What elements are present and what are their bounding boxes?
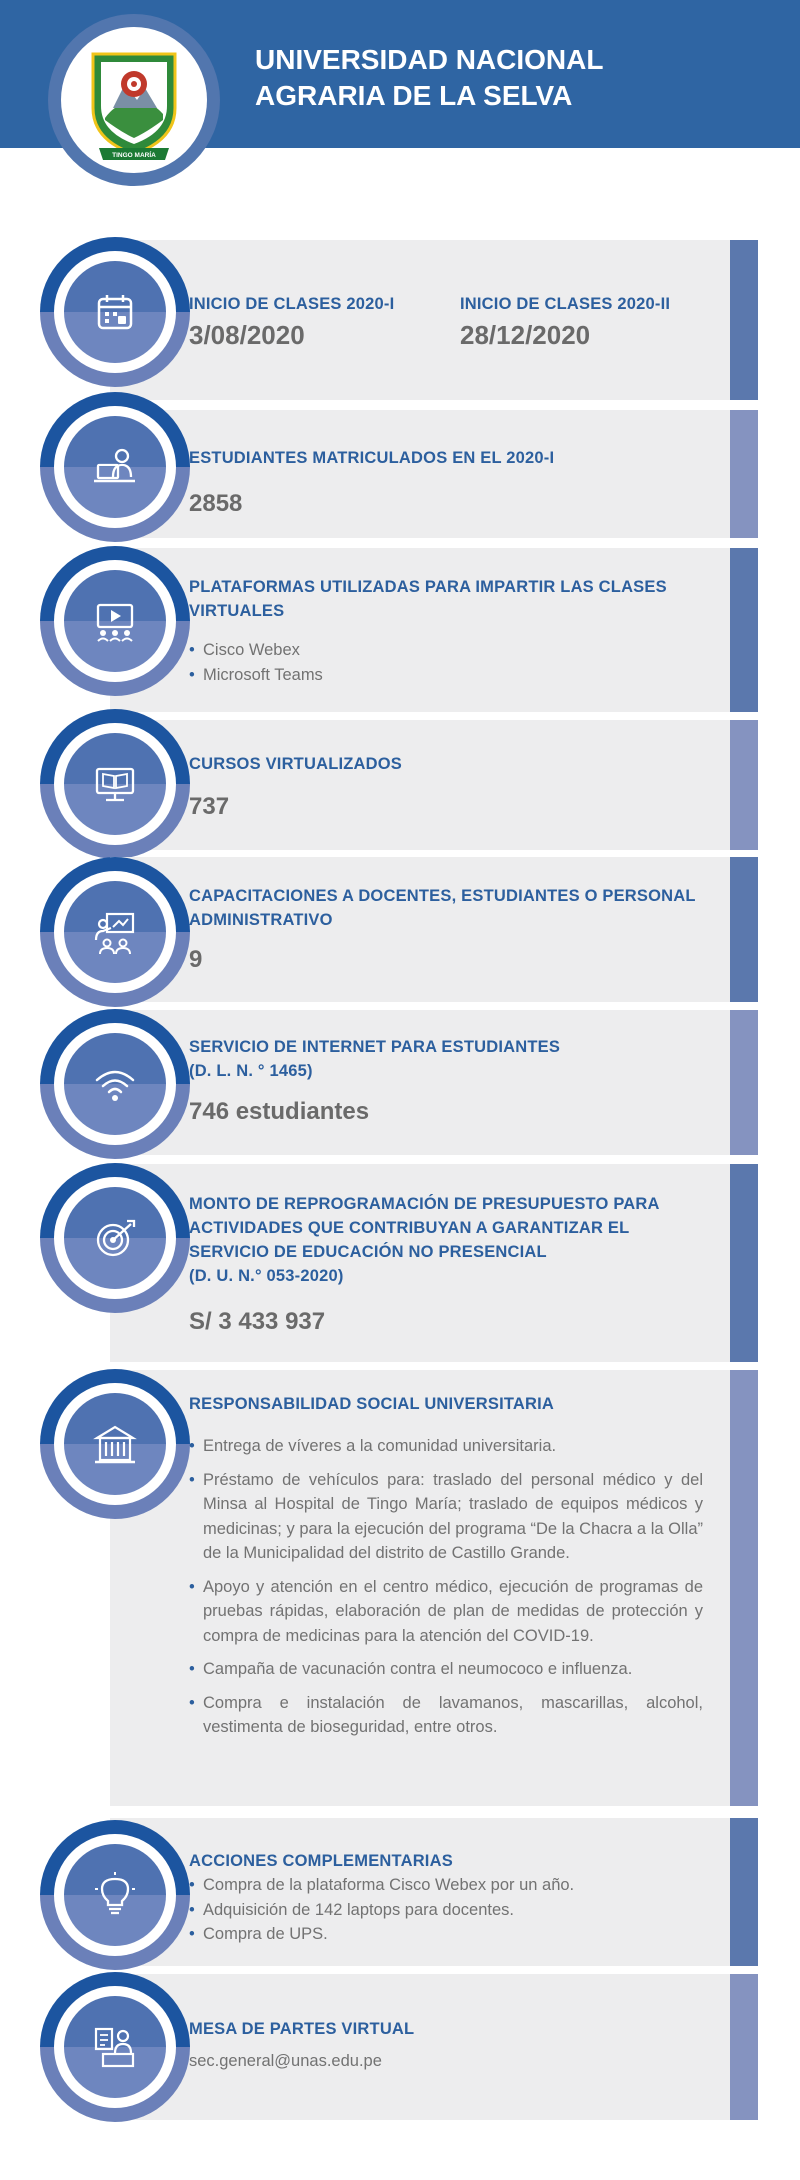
card-side-bar [730, 1818, 758, 1966]
circle-badge [40, 857, 190, 1007]
plataformas-list [189, 638, 709, 687]
capacitaciones-label: CAPACITACIONES A DOCENTES, ESTUDIANTES O PERSONAL ADMINISTRATIVO [189, 887, 696, 929]
clases-2020-i-date: 3/08/2020 [189, 320, 305, 350]
circle-badge [40, 1820, 190, 1970]
lightbulb-icon [91, 1871, 139, 1919]
circle-badge [40, 237, 190, 387]
university-building-icon [91, 1420, 139, 1468]
acciones-label: ACCIONES COMPLEMENTARIAS [189, 1852, 453, 1870]
list-item: • Préstamo de vehículos para: traslado del personal médico y del Minsa al Hospital de Tingo María; traslado de equipos médicos y medicinas; y para la ejecución del programa “De la Chacra a la Olla” de la Municipalidad del distrito de Castillo Grande. [189, 1468, 703, 1566]
mesa-partes-email[interactable]: sec.general@unas.edu.pe [189, 2052, 382, 2070]
card-side-bar [730, 1164, 758, 1362]
internet-value: 746 estudiantes [189, 1098, 370, 1125]
list-item: • Microsoft Teams [189, 663, 709, 688]
matriculados-label: ESTUDIANTES MATRICULADOS EN EL 2020-I [189, 449, 555, 467]
university-title [255, 42, 603, 114]
list-item: • Compra de UPS. [189, 1922, 709, 1947]
internet-label: SERVICIO DE INTERNET PARA ESTUDIANTES (D. L. N. ° 1465) [189, 1038, 561, 1080]
mesa-partes-label: MESA DE PARTES VIRTUAL [189, 2020, 415, 2038]
capacitaciones-value: 9 [189, 946, 203, 973]
card-side-bar [730, 720, 758, 850]
card-side-bar [730, 548, 758, 712]
list-item: • Adquisición de 142 laptops para docentes. [189, 1898, 709, 1923]
list-item: • Apoyo y atención en el centro médico, ejecución de programas de pruebas rápidas, elaboración de plan de medidas de protección y compra de medicinas para la atención del COVID-19. [189, 1575, 703, 1649]
card-plataformas [110, 548, 730, 712]
list-item: • Campaña de vacunación contra el neumococo e influenza. [189, 1657, 703, 1682]
card-side-bar [730, 857, 758, 1002]
acciones-list [189, 1873, 709, 1947]
title-line-2: AGRARIA DE LA SELVA [255, 80, 573, 111]
card-side-bar [730, 1974, 758, 2120]
virtual-desk-icon [91, 2023, 139, 2071]
circle-badge [40, 546, 190, 696]
circle-badge [40, 1163, 190, 1313]
card-side-bar [730, 410, 758, 538]
target-icon [91, 1214, 139, 1262]
card-side-bar [730, 1370, 758, 1806]
training-icon [91, 908, 139, 956]
matriculados-value: 2858 [189, 490, 243, 517]
card-mesa-partes [110, 1974, 730, 2120]
card-cursos [110, 720, 730, 850]
circle-badge [40, 1369, 190, 1519]
list-item: • Compra e instalación de lavamanos, mascarillas, alcohol, vestimenta de bioseguridad, entre otros. [189, 1691, 703, 1740]
plataformas-label: PLATAFORMAS UTILIZADAS PARA IMPARTIR LAS CLASES VIRTUALES [189, 578, 667, 620]
circle-badge [40, 392, 190, 542]
presupuesto-label: MONTO DE REPROGRAMACIÓN DE PRESUPUESTO PARA ACTIVIDADES QUE CONTRIBUYAN A GARANTIZAR EL SERVICIO DE EDUCACIÓN NO PRESENCIAL (D. U. N.° 053-2020) [189, 1195, 660, 1285]
list-item: • Compra de la plataforma Cisco Webex por un año. [189, 1873, 709, 1898]
svg-text:TINGO MARÍA: TINGO MARÍA [112, 152, 156, 159]
student-laptop-icon [91, 443, 139, 491]
clases-2020-i-label: INICIO DE CLASES 2020-I [189, 295, 395, 313]
title-line-1: UNIVERSIDAD NACIONAL [255, 44, 604, 75]
circle-badge [40, 1009, 190, 1159]
university-seal-icon [85, 48, 183, 164]
list-item: • Cisco Webex [189, 638, 709, 663]
card-side-bar [730, 240, 758, 400]
list-item: • Entrega de víveres a la comunidad universitaria. [189, 1434, 703, 1459]
cursos-value: 737 [189, 793, 230, 820]
wifi-icon [91, 1060, 139, 1108]
video-class-icon [91, 597, 139, 645]
rsu-list [189, 1434, 703, 1749]
cursos-label: CURSOS VIRTUALIZADOS [189, 755, 403, 773]
circle-badge [40, 1972, 190, 2122]
clases-2020-ii-label: INICIO DE CLASES 2020-II [460, 295, 671, 313]
presupuesto-value: S/ 3 433 937 [189, 1308, 326, 1335]
online-course-icon [91, 760, 139, 808]
clases-2020-ii-date: 28/12/2020 [460, 320, 591, 350]
circle-badge [40, 709, 190, 859]
rsu-label: RESPONSABILIDAD SOCIAL UNIVERSITARIA [189, 1395, 555, 1413]
card-side-bar [730, 1010, 758, 1155]
calendar-icon [91, 288, 139, 336]
